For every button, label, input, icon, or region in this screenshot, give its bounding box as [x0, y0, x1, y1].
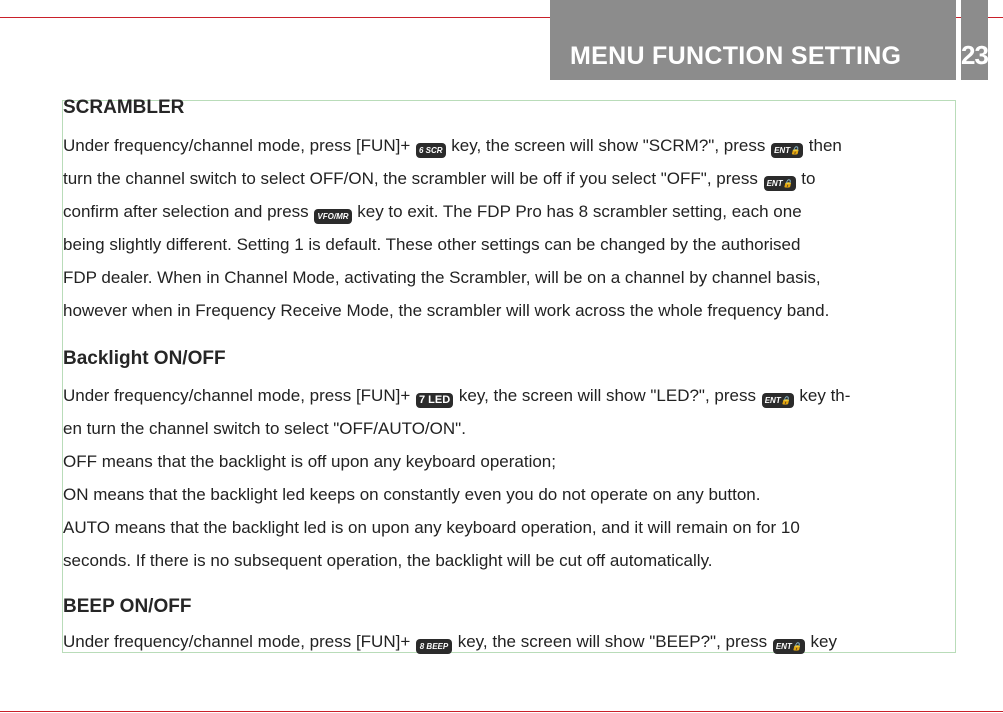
paragraph-line: Under frequency/channel mode, press [FUN]+ 7 LED key, the screen will show "LED?", press ENT🔒 key th- [63, 386, 851, 406]
paragraph-line: OFF means that the backlight is off upon any keyboard operation; [63, 452, 556, 471]
bottom-rule [0, 711, 1003, 712]
key-7-led-icon: 7 LED [416, 393, 453, 408]
key-enter-icon: ENT🔒 [764, 176, 796, 191]
paragraph-line: Under frequency/channel mode, press [FUN]+ 8 BEEP key, the screen will show "BEEP?", press ENT🔒 key [63, 632, 837, 654]
paragraph-line: ON means that the backlight led keeps on constantly even you do not operate on any button. [63, 485, 761, 504]
key-enter-icon: ENT🔒 [771, 143, 803, 158]
key-8-beep-icon: 8 BEEP [416, 639, 452, 654]
section-heading-scrambler: SCRAMBLER [63, 97, 185, 118]
paragraph-line: turn the channel switch to select OFF/ON, the scrambler will be off if you select "OFF", press ENT🔒 to [63, 169, 815, 191]
page-number: 23 [961, 40, 988, 70]
key-enter-icon: ENT🔒 [773, 639, 805, 654]
page-title: MENU FUNCTION SETTING [570, 42, 902, 70]
paragraph-line: confirm after selection and press VFO/MR key to exit. The FDP Pro has 8 scrambler setting, each one [63, 202, 802, 224]
paragraph-line: being slightly different. Setting 1 is default. These other settings can be changed by the authorised [63, 235, 801, 254]
paragraph-line: seconds. If there is no subsequent operation, the backlight will be cut off automatically. [63, 551, 713, 570]
paragraph-line: however when in Frequency Receive Mode, the scrambler will work across the whole frequency band. [63, 301, 830, 320]
paragraph-line: AUTO means that the backlight led is on upon any keyboard operation, and it will remain on for 10 [63, 518, 800, 537]
paragraph-line: FDP dealer. When in Channel Mode, activating the Scrambler, will be on a channel by channel basis, [63, 268, 821, 287]
key-enter-icon: ENT🔒 [762, 393, 794, 408]
key-vfo-mr-icon: VFO/MR [314, 209, 351, 224]
paragraph-line: Under frequency/channel mode, press [FUN]+ 6 SCR key, the screen will show "SCRM?", press ENT🔒 then [63, 136, 842, 158]
key-6-scr-icon: 6 SCR [416, 143, 446, 158]
paragraph-line: en turn the channel switch to select "OFF/AUTO/ON". [63, 419, 466, 438]
section-heading-beep: BEEP ON/OFF [63, 596, 192, 617]
section-heading-backlight: Backlight ON/OFF [63, 348, 226, 369]
